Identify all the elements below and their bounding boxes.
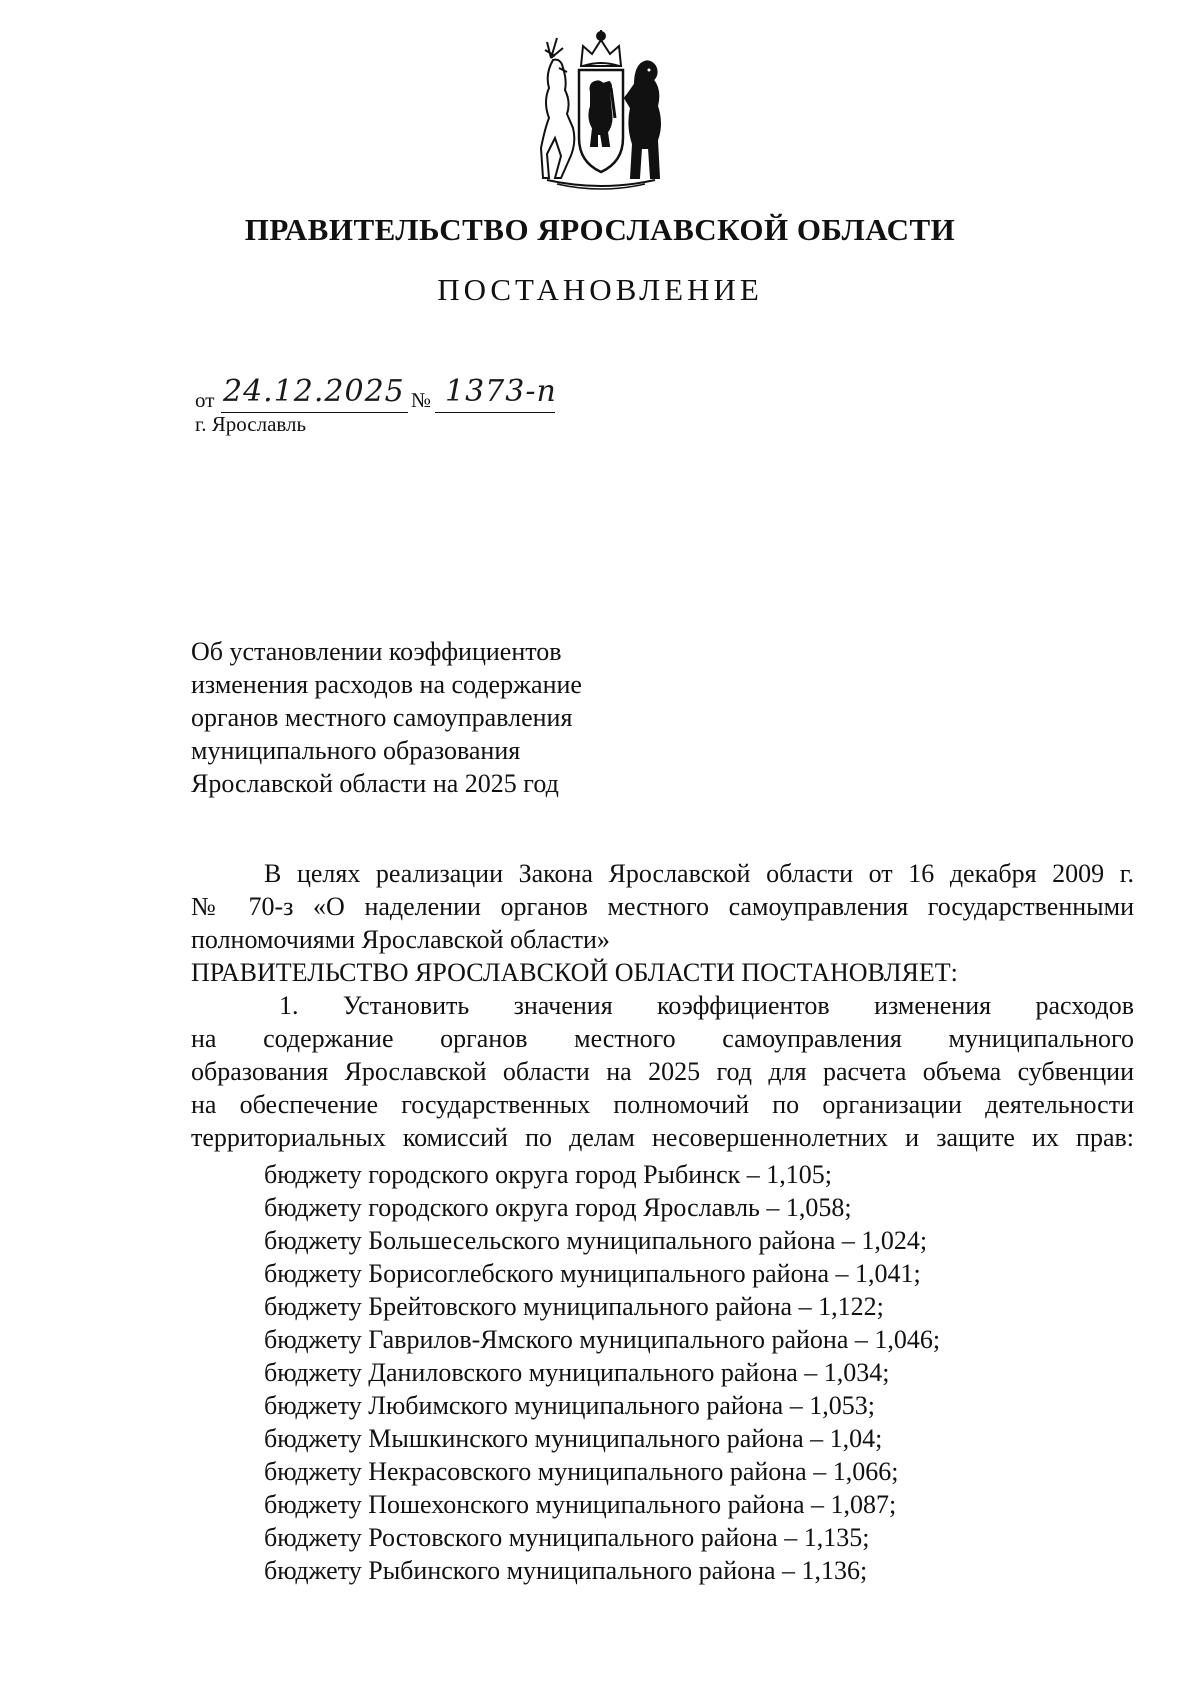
subject-line: изменения расходов на содержание [191,670,582,699]
clause-line: территориальных комиссий по делам несовершеннолетних и защите их прав: [191,1123,1134,1152]
number-underline [435,412,555,413]
subject-line: органов местного самоуправления [191,703,573,732]
resolves-heading: ПРАВИТЕЛЬСТВО ЯРОСЛАВСКОЙ ОБЛАСТИ ПОСТАНОВЛЯЕТ: [191,958,958,987]
subject-line: муниципального образования [191,736,521,765]
coefficients-list [264,1158,940,1587]
list-item: бюджету Большесельского муниципального района – 1,024; [264,1226,928,1255]
document-subject [191,635,582,800]
clause-line: на обеспечение государственных полномочий по организации деятельности [191,1090,1134,1119]
preamble-line: № 70-з «О наделении органов местного самоуправления государственными [191,892,1134,921]
list-item: бюджету Даниловского муниципального района – 1,034; [264,1358,890,1387]
preamble-line: полномочиями Ярославской области» [191,925,610,954]
list-item: бюджету Некрасовского муниципального района – 1,066; [264,1457,899,1486]
clause-line: 1. Установить значения коэффициентов изменения расходов [279,991,1134,1020]
list-item: бюджету городского округа город Рыбинск – 1,105; [264,1160,832,1189]
subject-line: Об установлении коэффициентов [191,637,562,666]
list-item: бюджету Гаврилов-Ямского муниципального района – 1,046; [264,1325,941,1354]
coat-of-arms-emblem [537,28,665,190]
document-type: ПОСТАНОВЛЕНИЕ [437,272,763,307]
list-item: бюджету городского округа город Ярославль – 1,058; [264,1193,852,1222]
handwritten-date: 24.12.2025 [223,374,405,409]
date-prefix: от [195,388,215,412]
clause-1 [191,989,1134,1154]
list-item: бюджету Ростовского муниципального района – 1,135; [264,1523,870,1552]
subject-line: Ярославской области на 2025 год [191,769,559,798]
list-item: бюджету Пошехонского муниципального района – 1,087; [264,1490,897,1519]
clause-line: образования Ярославской области на 2025 год для расчета объема субвенции [191,1057,1134,1086]
list-item: бюджету Брейтовского муниципального района – 1,122; [264,1292,884,1321]
handwritten-number: 1373-п [445,374,557,409]
list-item: бюджету Рыбинского муниципального района – 1,136; [264,1556,868,1585]
clause-line: на содержание органов местного самоуправления муниципального [191,1024,1134,1053]
preamble [191,857,1134,989]
list-item: бюджету Любимского муниципального района – 1,053; [264,1391,875,1420]
organization-title: ПРАВИТЕЛЬСТВО ЯРОСЛАВСКОЙ ОБЛАСТИ [244,212,956,247]
number-prefix: № [411,388,432,412]
list-item: бюджету Мышкинского муниципального района – 1,04; [264,1424,883,1453]
city: г. Ярославль [195,412,307,436]
list-item: бюджету Борисоглебского муниципального района – 1,041; [264,1259,921,1288]
preamble-line: В целях реализации Закона Ярославской области от 16 декабря 2009 г. [264,859,1134,888]
